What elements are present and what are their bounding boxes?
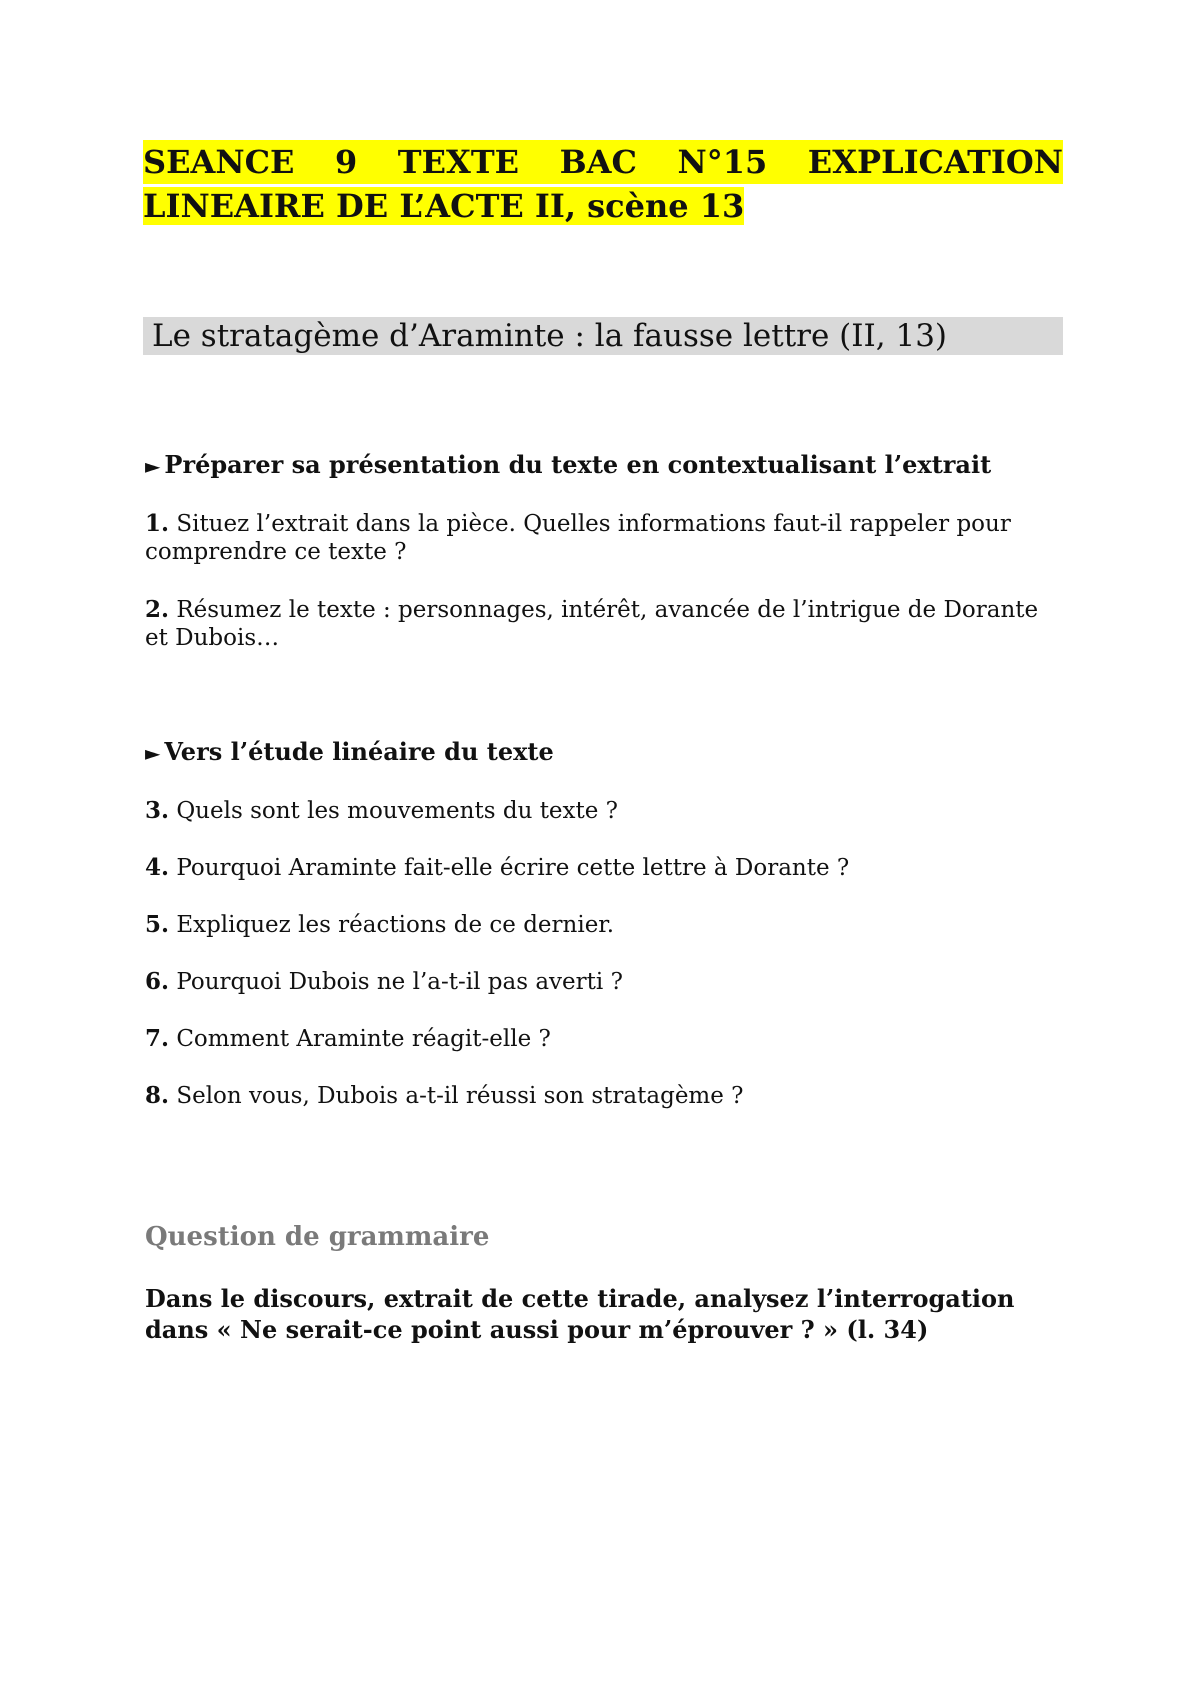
question-number: 3.	[145, 797, 170, 824]
subtitle-banner: Le stratagème d’Araminte : la fausse lettre (II, 13)	[143, 317, 1063, 355]
title-word: EXPLICATION	[807, 143, 1063, 181]
question-number: 1.	[145, 510, 170, 537]
title-word: TEXTE	[397, 143, 520, 181]
question-number: 8.	[145, 1082, 170, 1109]
question-number: 2.	[145, 596, 170, 623]
question-text: Expliquez les réactions de ce dernier.	[169, 912, 615, 938]
grammar-question: Dans le discours, extrait de cette tirade, analysez l’interrogation dans « Ne serait-ce point aussi pour m’éprouver ? » (l. 34)	[145, 1284, 1015, 1344]
title-line-2-text: LINEAIRE DE L’ACTE II, scène 13	[143, 187, 745, 225]
question-5	[145, 911, 1065, 939]
title-word: N°15	[677, 143, 768, 181]
section-heading-text: Préparer sa présentation du texte en contextualisant l’extrait	[164, 450, 992, 479]
grammar-heading: Question de grammaire	[145, 1222, 490, 1252]
question-text: Comment Araminte réagit-elle ?	[169, 1026, 551, 1052]
question-1	[145, 510, 1065, 566]
question-4	[145, 854, 1065, 882]
section-heading-linear-study	[145, 737, 554, 768]
question-8	[145, 1082, 1065, 1110]
question-text: Résumez le texte : personnages, intérêt, avancée de l’intrigue de Dorante et Dubois…	[145, 597, 1039, 651]
title-word: SEANCE	[143, 143, 295, 181]
question-number: 4.	[145, 854, 170, 881]
question-text: Situez l’extrait dans la pièce. Quelles informations faut-il rappeler pour comprendre ce texte ?	[145, 511, 1011, 565]
arrow-bullet-icon: ►	[145, 454, 161, 478]
question-7	[145, 1025, 1065, 1053]
title-line-2	[143, 184, 1063, 228]
arrow-bullet-icon: ►	[145, 741, 161, 765]
question-number: 7.	[145, 1025, 170, 1052]
question-number: 6.	[145, 968, 170, 995]
question-text: Pourquoi Araminte fait-elle écrire cette lettre à Dorante ?	[169, 855, 850, 881]
question-2	[145, 596, 1065, 652]
section-heading-text: Vers l’étude linéaire du texte	[164, 737, 554, 766]
question-6	[145, 968, 1065, 996]
title-word: BAC	[559, 143, 637, 181]
question-text: Pourquoi Dubois ne l’a-t-il pas averti ?	[169, 969, 623, 995]
question-number: 5.	[145, 911, 170, 938]
question-3	[145, 797, 1065, 825]
title-line-1	[143, 140, 1063, 184]
question-text: Quels sont les mouvements du texte ?	[169, 798, 619, 824]
document-title	[143, 140, 1063, 228]
section-heading-presentation	[145, 450, 991, 481]
title-word: 9	[334, 143, 358, 181]
question-text: Selon vous, Dubois a-t-il réussi son stratagème ?	[169, 1083, 744, 1109]
